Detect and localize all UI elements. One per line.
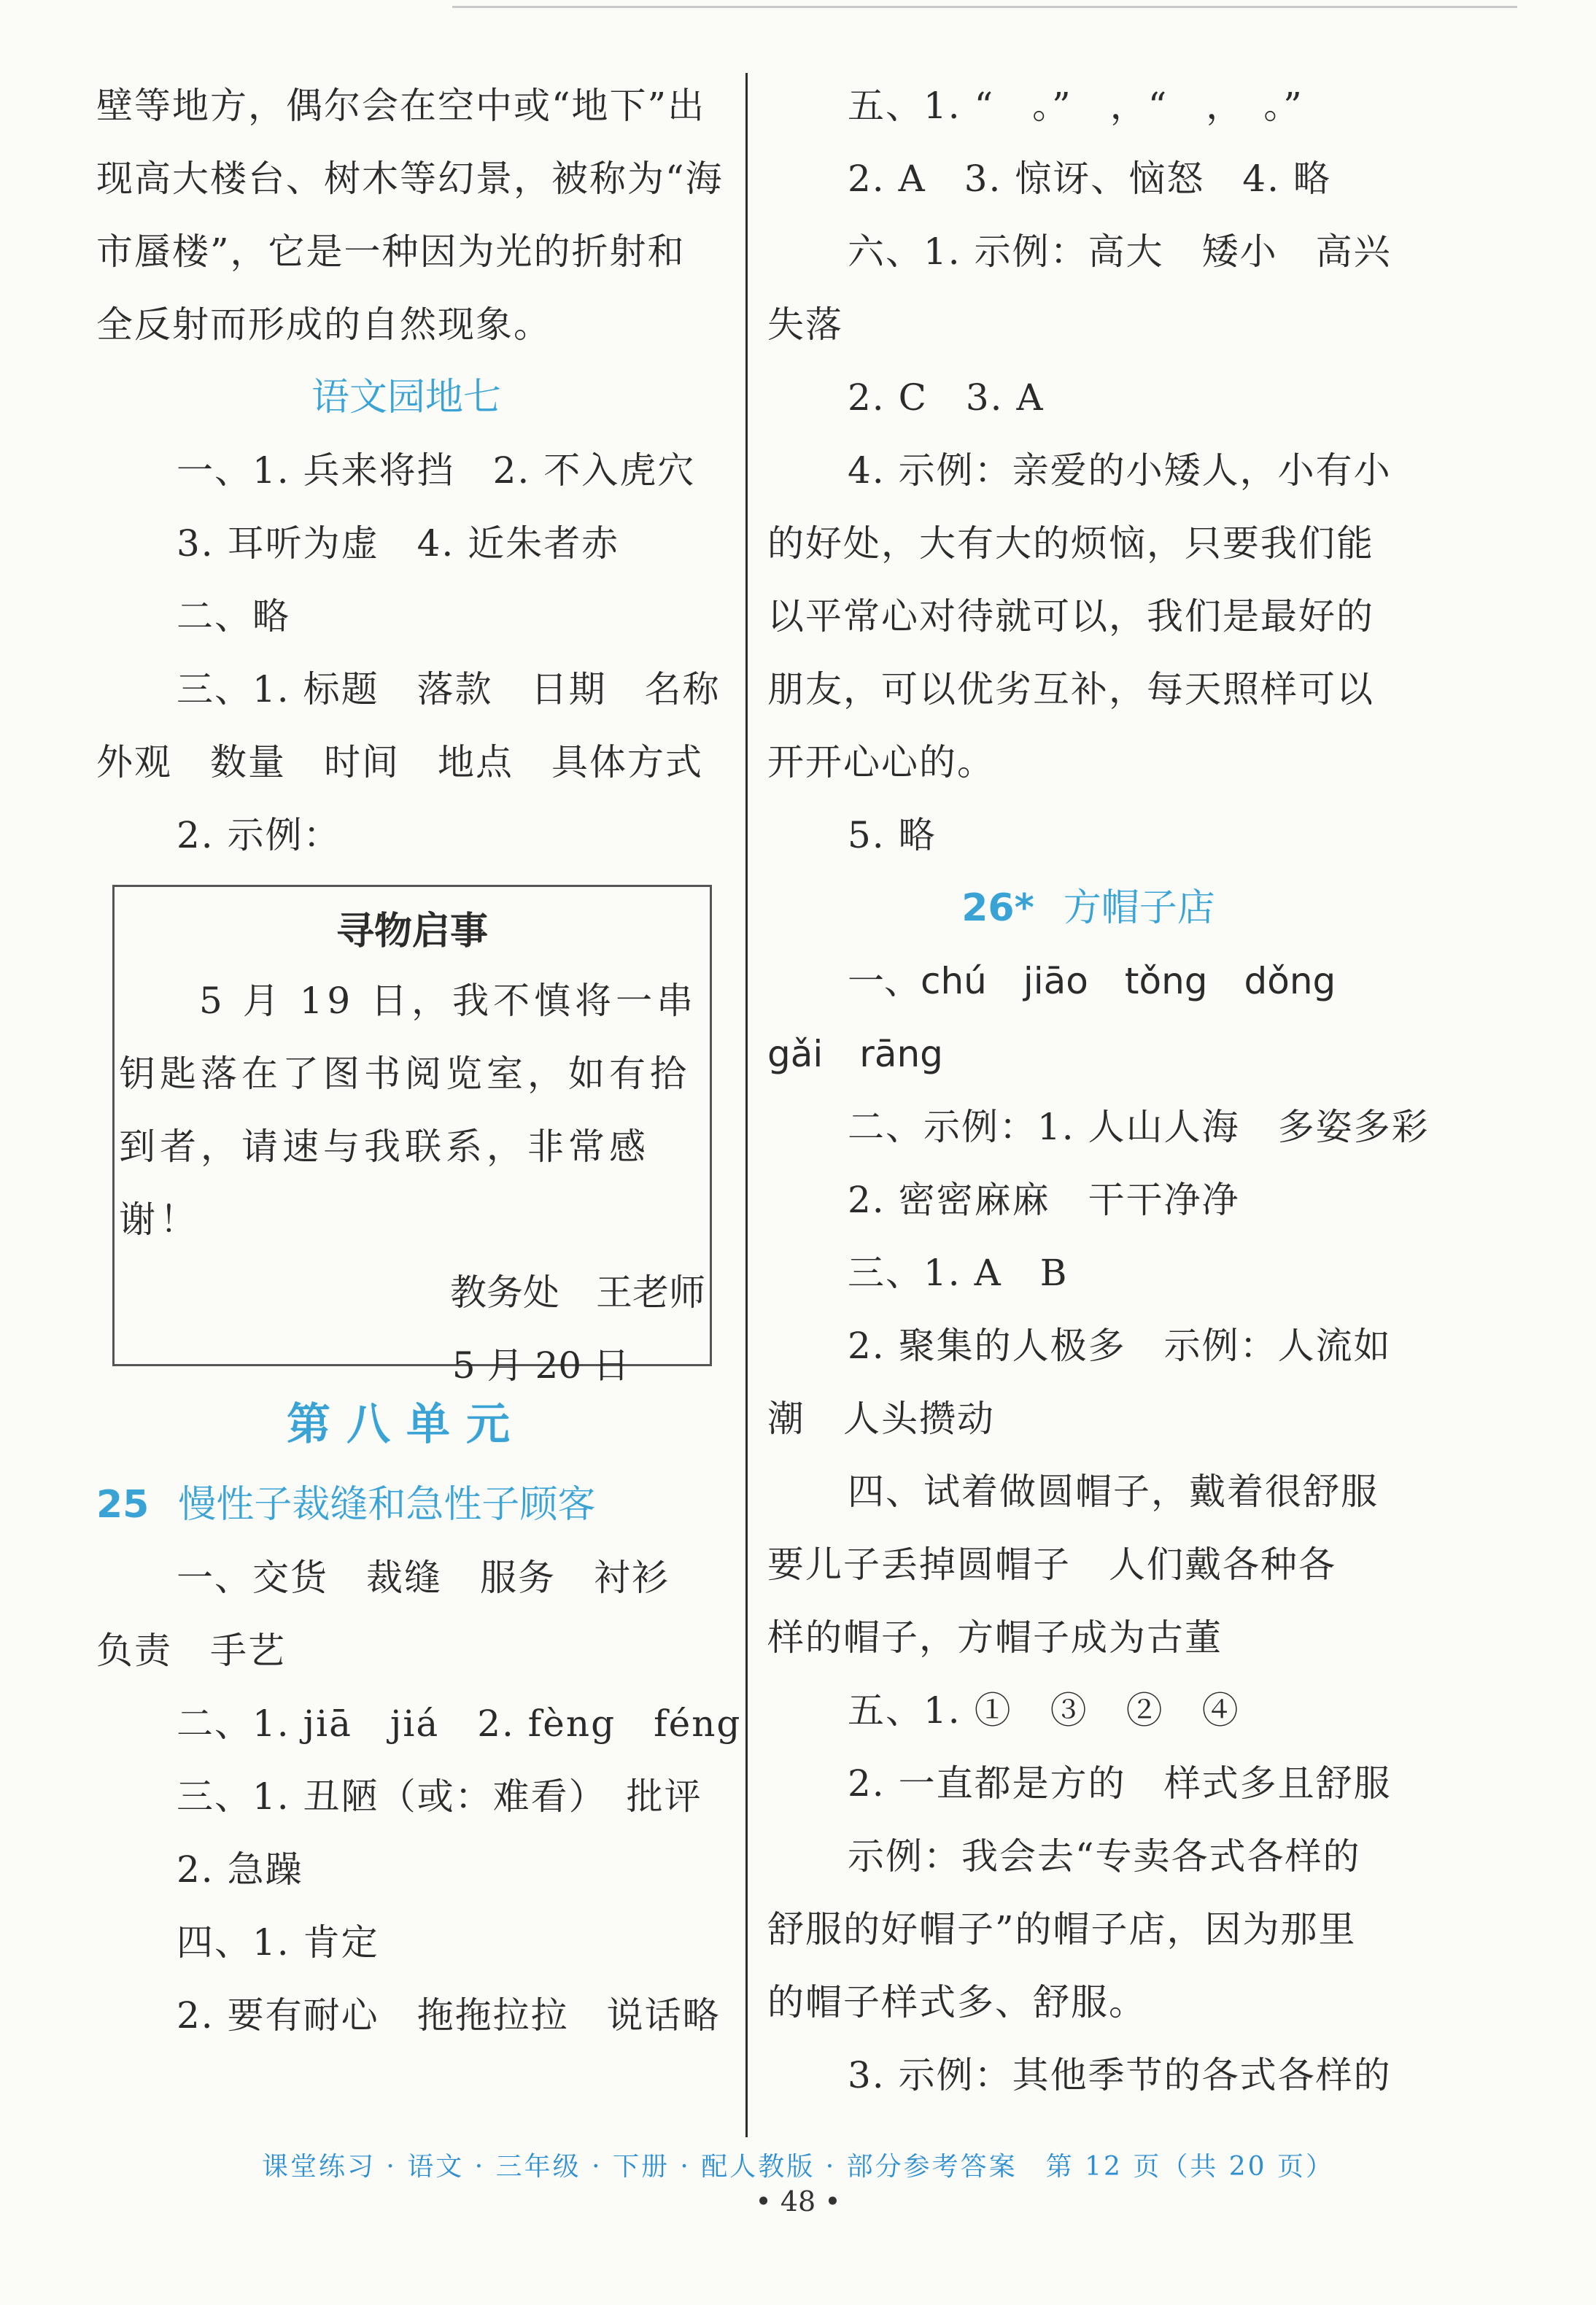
answer-line: 2. 急躁 <box>177 1848 303 1891</box>
answer-line: 样的帽子，方帽子成为古董 <box>767 1616 1223 1659</box>
answer-line: 2. 要有耐心 拖拖拉拉 说话略 <box>177 1994 721 2037</box>
answer-line: 五、1. ① ③ ② ④ <box>848 1689 1240 1732</box>
notice-signature: 教务处 王老师 <box>450 1271 705 1314</box>
lesson-name: 方帽子店 <box>1063 886 1215 930</box>
notice-body: 5 月 19 日，我不慎将一串钥匙落在了图书阅览室，如有拾到者，请速与我联系，非常感谢！ <box>119 980 698 1241</box>
answer-line: 二、示例：1. 人山人海 多姿多彩 <box>848 1106 1430 1148</box>
answer-line: 一、交货 裁缝 服务 衬衫 <box>177 1557 670 1599</box>
answer-line: 2. A 3. 惊讶、恼怒 4. 略 <box>848 158 1331 200</box>
column-divider <box>745 73 748 2137</box>
answer-line: 三、1. A B <box>848 1252 1069 1294</box>
answer-line: 二、略 <box>177 595 290 638</box>
lesson-title <box>767 872 1409 945</box>
answer-line: 外观 数量 时间 地点 具体方式 <box>96 741 703 783</box>
answer-line: 三、1. 丑陋（或：难看） 批评 <box>177 1775 702 1818</box>
answer-line: 4. 示例：亲爱的小矮人，小有小 <box>848 449 1392 492</box>
text-line: 现高大楼台、树木等幻景，被称为“海 <box>96 158 724 200</box>
unit-title: 第八单元 <box>287 1399 526 1450</box>
answer-line: 的帽子样式多、舒服。 <box>767 1981 1147 2023</box>
text-line: 壁等地方，偶尔会在空中或“地下”出 <box>96 85 706 127</box>
answer-line: 四、1. 肯定 <box>177 1921 379 1964</box>
answer-line: 5. 略 <box>848 814 937 856</box>
answer-line: 2. 示例： <box>177 814 341 856</box>
lost-notice-box <box>112 885 712 1387</box>
answer-line: 一、1. 兵来将挡 2. 不入虎穴 <box>177 449 696 492</box>
answer-line: 的好处，大有大的烦恼，只要我们能 <box>767 522 1374 565</box>
answer-line: 要儿子丢掉圆帽子 人们戴各种各 <box>767 1543 1336 1586</box>
answer-line: 朋友，可以优劣互补，每天照样可以 <box>767 668 1374 710</box>
text-line: 全反射而形成的自然现象。 <box>96 303 551 346</box>
answer-line: 3. 示例：其他季节的各式各样的 <box>848 2054 1392 2096</box>
answer-line: 开开心心的。 <box>767 741 995 783</box>
answer-line: 2. C 3. A <box>848 376 1045 419</box>
answer-line: 一、chú jiāo tǒng dǒng <box>848 960 1336 1002</box>
answer-line: 负责 手艺 <box>96 1630 286 1672</box>
lesson-title <box>96 1468 716 1541</box>
right-column <box>767 69 1430 2112</box>
answer-line: 2. 密密麻麻 干干净净 <box>848 1179 1240 1221</box>
answer-line: 三、1. 标题 落款 日期 名称 <box>177 668 721 710</box>
lesson-name: 慢性子裁缝和急性子顾客 <box>178 1483 596 1527</box>
answer-line: 潮 人头攒动 <box>767 1398 995 1440</box>
answer-line: 二、1. jiā jiá 2. fèng féng <box>177 1702 742 1745</box>
text-line: 市蜃楼”，它是一种因为光的折射和 <box>96 230 686 273</box>
answer-line: 失落 <box>767 303 843 346</box>
answer-line: 示例：我会去“专卖各式各样的 <box>848 1835 1361 1878</box>
lesson-number: 25 <box>96 1483 150 1527</box>
answer-line: 六、1. 示例：高大 矮小 高兴 <box>848 230 1392 273</box>
answer-line: 以平常心对待就可以，我们是最好的 <box>767 595 1374 638</box>
answer-line: 3. 耳听为虚 4. 近朱者赤 <box>177 522 620 565</box>
notice-date: 5 月 20 日 <box>452 1344 630 1387</box>
answer-line: 四、试着做圆帽子，戴着很舒服 <box>848 1471 1379 1513</box>
section-title: 语文园地七 <box>311 376 501 419</box>
answer-line: 舒服的好帽子”的帽子店，因为那里 <box>767 1908 1357 1950</box>
page-number: • 48 • <box>755 2185 841 2217</box>
answer-line: gǎi rāng <box>767 1033 943 1075</box>
answer-line: 五、1. “ 。” ，“ ， 。” <box>848 85 1303 127</box>
lesson-number: 26* <box>961 886 1034 930</box>
answer-line: 2. 一直都是方的 样式多且舒服 <box>848 1762 1392 1805</box>
notice-title: 寻物启事 <box>336 910 488 953</box>
answer-line: 2. 聚集的人极多 示例：人流如 <box>848 1325 1392 1367</box>
top-rule <box>452 6 1517 8</box>
footer-caption: 课堂练习 · 语文 · 三年级 · 下册 · 配人教版 · 部分参考答案 第 12 页（共 20 页） <box>261 2152 1335 2182</box>
left-column <box>96 69 742 2052</box>
